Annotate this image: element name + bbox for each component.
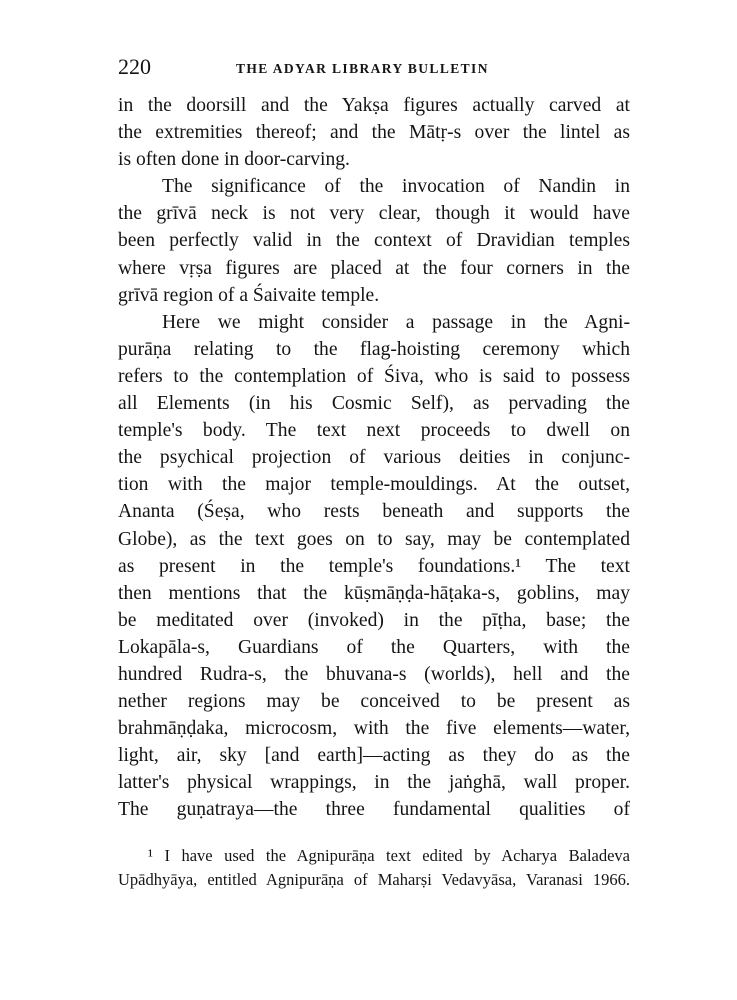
text-line: Lokapāla-s, Guardians of the Quarters, with the [118, 636, 630, 658]
text-line: latter's physical wrappings, in the jaṅghā, wall proper. [118, 772, 630, 794]
text-line: refers to the contemplation of Śiva, who is said to possess [118, 365, 630, 387]
text-line: Globe), as the text goes on to say, may be contemplated [118, 528, 630, 550]
page-number: 220 [118, 54, 151, 79]
text-line: in the doorsill and the Yakṣa figures actually carved at [118, 95, 630, 116]
text-line: tion with the major temple-mouldings. At the outset, [118, 474, 630, 496]
text-line: light, air, sky [and earth]—acting as they do as the [118, 745, 630, 767]
footnote-line: ¹ I have used the Agnipurāṇa text edited by Acharya Baladeva [148, 846, 630, 865]
text-line: is often done in door-carving. [118, 149, 350, 171]
footnote-line: Upādhyāya, entitled Agnipurāṇa of Maharṣi Vedavyāsa, Varanasi 1966. [118, 870, 630, 889]
text-line: purāṇa relating to the flag-hoisting ceremony which [118, 338, 630, 360]
text-line: brahmāṇḍaka, microcosm, with the five elements—water, [118, 718, 630, 740]
text-line: The significance of the invocation of Nandin in [162, 176, 630, 198]
text-line: the grīvā neck is not very clear, though it would have [118, 203, 630, 225]
text-line: the psychical projection of various deities in conjunc- [118, 447, 630, 469]
text-line: where vṛṣa figures are placed at the four corners in the [118, 257, 630, 279]
text-line: temple's body. The text next proceeds to dwell on [118, 420, 630, 442]
page-header [118, 52, 638, 82]
text-line: the extremities thereof; and the Mātṛ-s over the lintel as [118, 122, 630, 144]
text-line: Ananta (Śeṣa, who rests beneath and supports the [118, 501, 630, 523]
body-text [118, 92, 630, 824]
text-line: then mentions that the kūṣmāṇḍa-hāṭaka-s, goblins, may [118, 582, 630, 604]
running-title: THE ADYAR LIBRARY BULLETIN [236, 61, 489, 76]
text-line: hundred Rudra-s, the bhuvana-s (worlds), hell and the [118, 663, 630, 685]
text-line: Here we might consider a passage in the Agni- [162, 311, 630, 333]
text-line: all Elements (in his Cosmic Self), as pervading the [118, 393, 630, 415]
text-line: been perfectly valid in the context of Dravidian temples [118, 230, 630, 252]
text-line: The guṇatraya—the three fundamental qualities of [118, 799, 630, 821]
text-line: nether regions may be conceived to be present as [118, 691, 630, 713]
text-line: be meditated over (invoked) in the pīṭha, base; the [118, 609, 630, 631]
text-line: grīvā region of a Śaivaite temple. [118, 284, 380, 306]
footnote [118, 844, 630, 892]
text-line: as present in the temple's foundations.¹ The text [118, 555, 630, 577]
